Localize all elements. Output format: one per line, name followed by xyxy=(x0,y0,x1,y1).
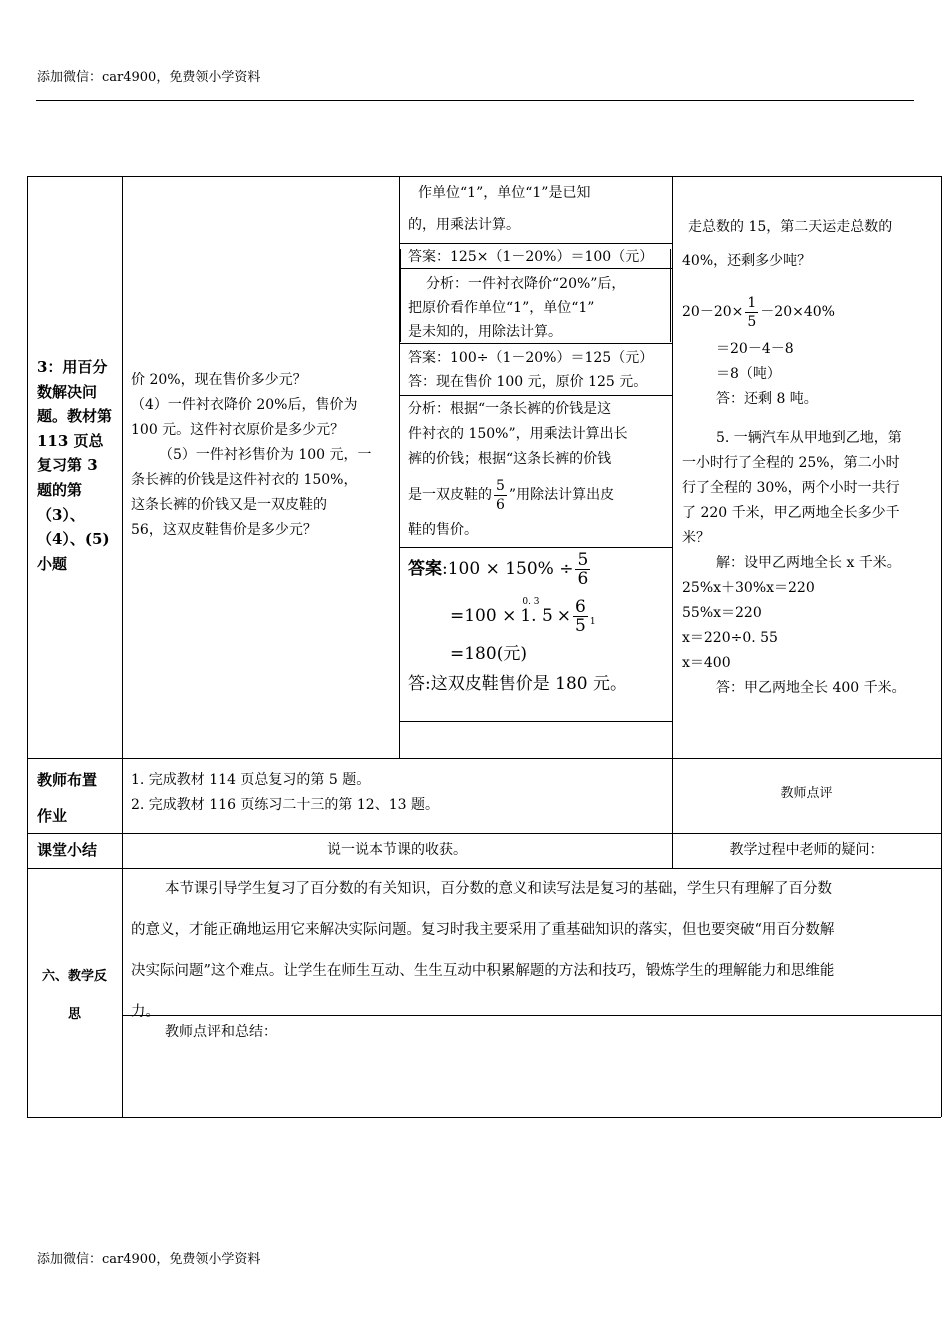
problem-text: 价 20%，现在售价多少元？ （4）一件衬衣降价 20%后，售价为 100 元。这件衬衣原价是多少元？ （5）一件衬衫售价为 100 元，一 条长裤的价钱是这件衬衣的 150%， 这条长裤的价钱又是一双皮鞋的 56，这双皮鞋售价是多少元？ xyxy=(131,372,372,538)
analysis-2: 分析：一件衬衣降价“20%”后， 把原价看作单位“1”，单位“1” 是未知的，用除法计算。 xyxy=(408,276,626,340)
summary-question: 教学过程中老师的疑问： xyxy=(729,842,884,858)
fraction-1-5: $\frac{1}{5}$ xyxy=(747,294,757,330)
answer-2: 答案：100÷（1－20%）＝125（元） 答：现在售价 100 元，原价 125 元。 xyxy=(408,350,654,390)
header-rule xyxy=(36,100,914,101)
homework-review: 教师点评 xyxy=(780,786,833,801)
reflection-label: 六、教学反 思 xyxy=(41,969,107,1022)
teacher-comment: 教师点评和总结： xyxy=(165,1024,277,1040)
topic-label: 3：用百分 数解决问 题。教材第 113 页总 复习第 3 题的第 （3）、 （4）、(5) 小题 xyxy=(37,358,113,573)
homework-items: 1. 完成教材 114 页总复习的第 5 题。 2. 完成教材 116 页练习二十三的第 12、13 题。 xyxy=(131,772,439,813)
reflection-text: 本节课引导学生复习了百分数的有关知识，百分数的意义和读写法是复习的基础，学生只有理解了百分数 的意义，才能正确地运用它来解决实际问题。复习时我主要采用了重基础知识的落实，但也要突破“用百分数解 决实际问题”这个难点。让学生在师生互动、生生互动中积累解题的方法和技巧，锻炼学生的理解能力和思维能 力。 xyxy=(131,881,835,1020)
summary-label: 课堂小结 xyxy=(37,841,98,859)
homework-label: 教师布置 作业 xyxy=(37,771,98,825)
answer-1: 答案：125×（1－20%）＝100（元） xyxy=(408,249,654,265)
fraction-5-6: $\frac{5}{6}$ xyxy=(496,477,505,513)
analysis-1: 作单位“1”，单位“1”是已知 的，用乘法计算。 xyxy=(408,185,591,233)
right-column: 走总数的 15，第二天运走总数的 40%，还剩多少吨？ 20－20× $\frac{1}{5}$ －20×40% ＝20－4－8 ＝8（吨） 答：还剩 8 吨。 5. 一辆汽车从甲地到乙地，第 一小时行了全程的 25%，第二小时 行了全程的 30%，两个小时一共行 了 220 千米，甲乙两地全长多少千 米？ 解：设甲乙两地全长 x 千米。 25%x＋30%x＝220 55%x＝220 x＝220÷0. 55 x＝400 答：甲乙两地全长 400 千米。 xyxy=(682,219,906,696)
analysis-3: 分析：根据“一条长裤的价钱是这 件衬衣的 150%”，用乘法计算出长 裤的价钱；根据“这条长裤的价钱 是一双皮鞋的 $\frac{5}{6}$ ”用除法计算出皮 鞋的售价。 xyxy=(408,401,628,538)
answer-3: 答案 :100 × 150% ÷ $\frac{5}{6}$ =100 × 0. 3 1. 5 × $\frac{6}{5}$ 1 =180(元) 答:这双皮鞋售价是 180 元。 xyxy=(408,549,627,694)
summary-content: 说一说本节课的收获。 xyxy=(327,842,467,858)
footer-text: 添加微信：car4900，免费领小学资料 xyxy=(37,1252,261,1267)
header-text: 添加微信：car4900，免费领小学资料 xyxy=(37,70,261,85)
